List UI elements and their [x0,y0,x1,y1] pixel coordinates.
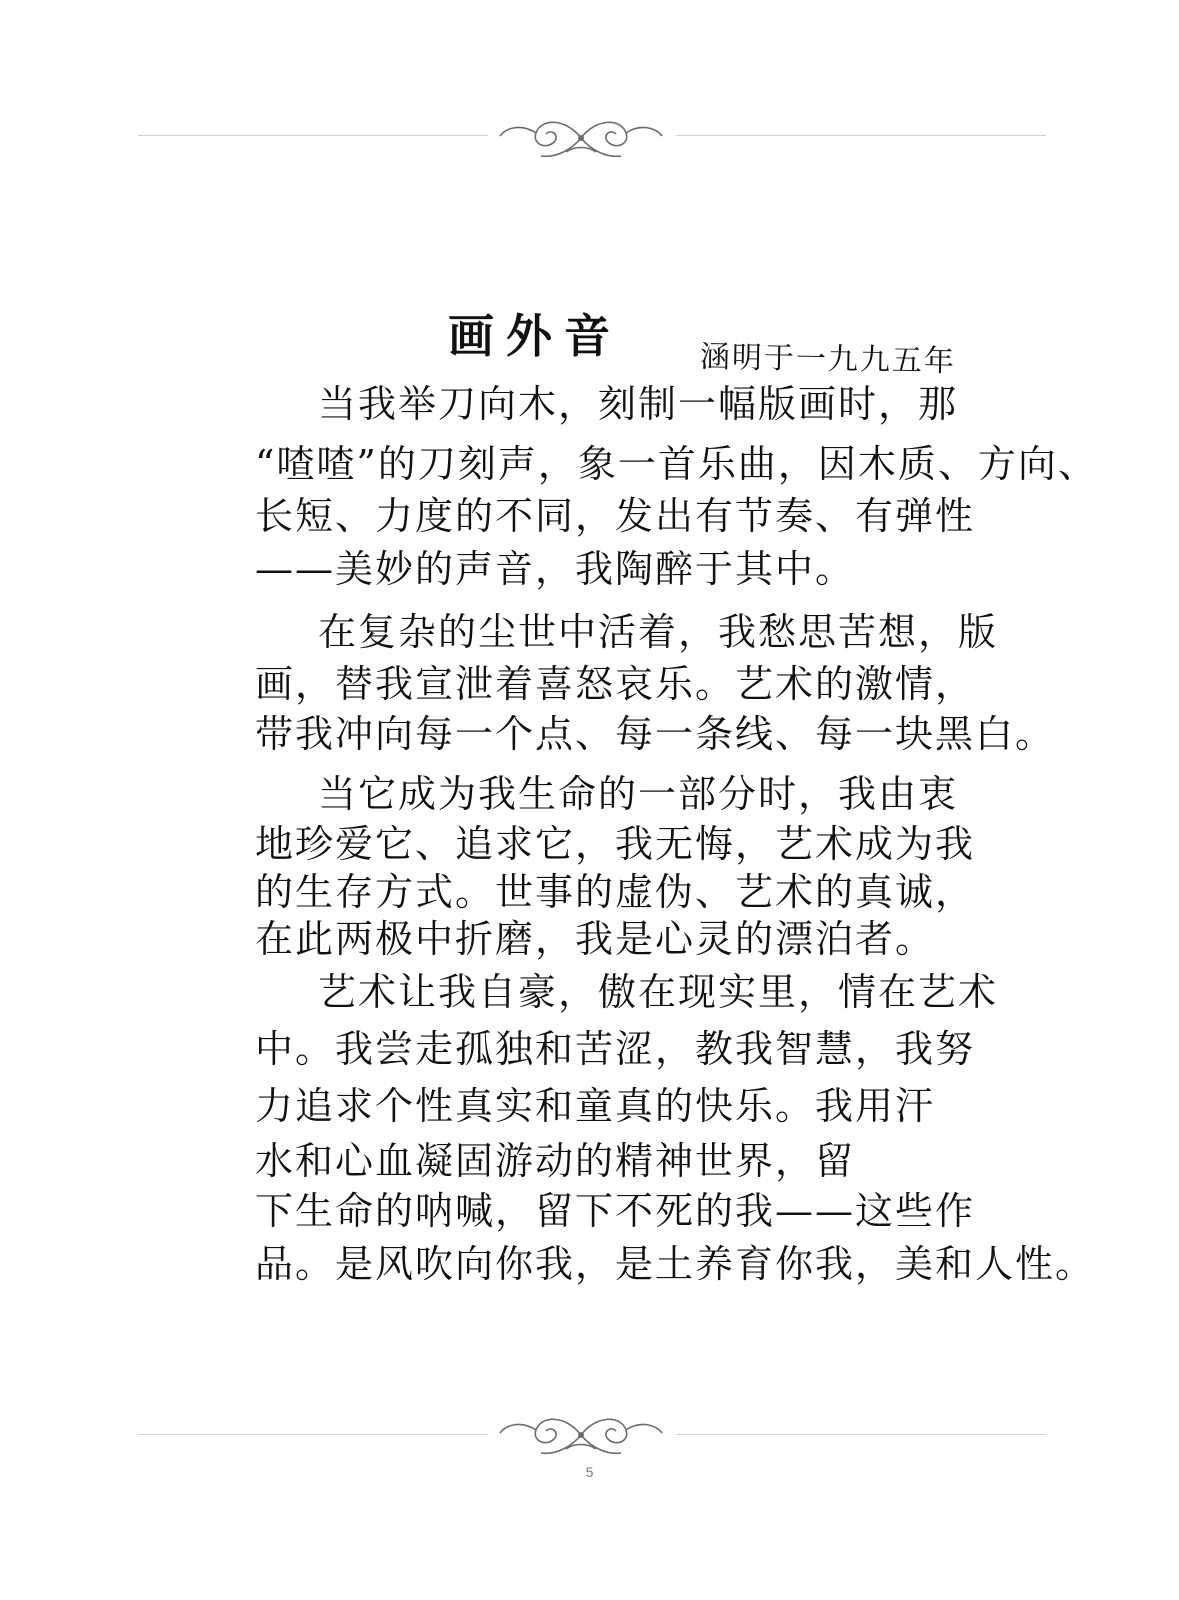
bottom-rule-left [138,1434,488,1435]
text-line-4: ——美妙的声音，我陶醉于其中。 [255,547,856,591]
text-line-8: 当它成为我生命的一部分时，我由衷 [318,772,959,816]
text-line-16: 下生命的呐喊，留下不死的我——这些作 [255,1189,976,1233]
page-title: 画外音 [448,309,622,363]
top-rule-right [676,135,1046,136]
text-line-5: 在复杂的尘世中活着，我愁思苦想，版 [318,610,999,654]
author-signature: 涵明于一九九五年 [699,339,957,380]
text-line-7: 带我冲向每一个点、每一条线、每一块黑白。 [255,712,1056,756]
text-line-17: 品。是风吹向你我，是土养育你我，美和人性。 [255,1242,1096,1286]
text-line-14: 力追求个性真实和童真的快乐。我用汗 [255,1084,936,1128]
text-line-3: 长短、力度的不同，发出有节奏、有弹性 [255,494,976,538]
text-line-1: 当我举刀向木，刻制一幅版画时，那 [318,382,959,426]
text-line-15: 水和心血凝固游动的精神世界，留 [255,1139,856,1183]
top-ornament-flourish [496,108,666,168]
text-line-6: 画，替我宣泄着喜怒哀乐。艺术的激情， [255,662,976,706]
bottom-rule-right [676,1434,1046,1435]
text-line-13: 中。我尝走孤独和苦涩，教我智慧，我努 [255,1027,976,1071]
top-rule-left [138,135,488,136]
text-line-11: 在此两极中折磨，我是心灵的漂泊者。 [255,917,936,961]
text-line-2: “喳喳”的刀刻声，象一首乐曲，因木质、方向、 [255,442,1098,486]
bottom-ornament-flourish [496,1405,666,1465]
page-number: 5 [585,1464,594,1480]
text-line-9: 地珍爱它、追求它，我无悔，艺术成为我 [255,822,976,866]
text-line-12: 艺术让我自豪，傲在现实里，情在艺术 [318,970,999,1014]
text-line-10: 的生存方式。世事的虚伪、艺术的真诚， [255,870,976,914]
